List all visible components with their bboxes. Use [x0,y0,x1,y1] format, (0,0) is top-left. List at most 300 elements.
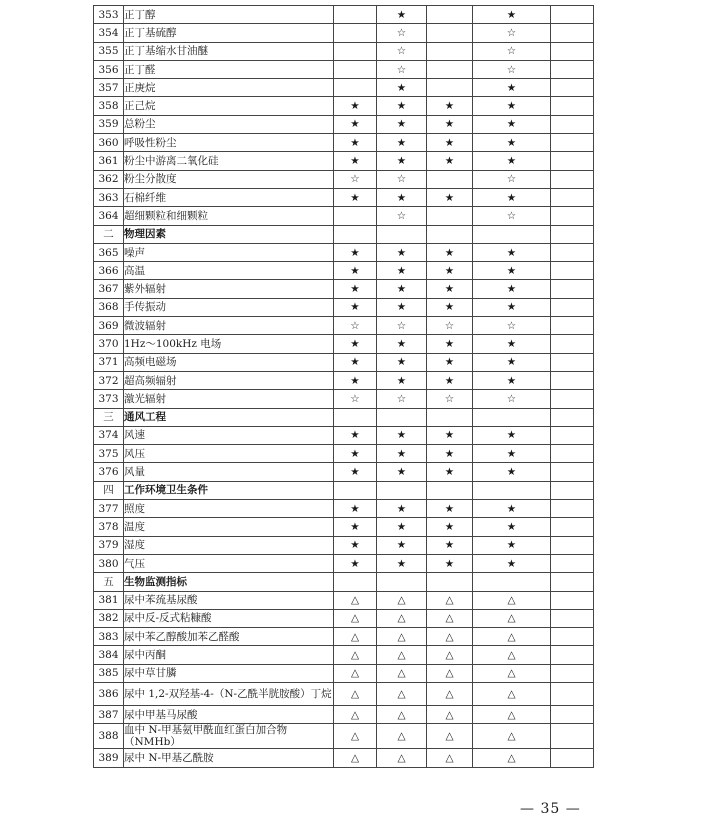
mark-cell: ★ [473,463,551,481]
section-title: 生物监测指标 [124,573,334,591]
item-name: 风速 [124,426,334,444]
mark-cell [551,682,594,705]
item-number: 370 [94,335,124,353]
mark-cell [334,408,377,426]
mark-cell [551,749,594,767]
table-row [94,152,594,170]
mark-cell [473,408,551,426]
mark-cell [377,573,427,591]
item-name: 风压 [124,445,334,463]
mark-cell: △ [473,682,551,705]
item-name: 尿中苯巯基尿酸 [124,591,334,609]
item-number: 367 [94,280,124,298]
item-name: 尿中草甘膦 [124,664,334,682]
item-number: 360 [94,134,124,152]
mark-cell [551,115,594,133]
mark-cell: ☆ [427,317,473,335]
mark-cell: ★ [473,298,551,316]
item-name: 1Hz～100kHz 电场 [124,335,334,353]
mark-cell: △ [377,682,427,705]
item-name: 微波辐射 [124,317,334,335]
table-row [94,24,594,42]
mark-cell: ★ [473,353,551,371]
table-row [94,262,594,280]
table-row [94,536,594,554]
mark-cell: ★ [427,280,473,298]
mark-cell: ★ [427,536,473,554]
item-number: 372 [94,371,124,389]
mark-cell: △ [427,682,473,705]
table-row [94,390,594,408]
mark-cell: ★ [377,463,427,481]
mark-cell: ★ [334,353,377,371]
table-row [94,646,594,664]
mark-cell: △ [334,724,377,749]
mark-cell [427,207,473,225]
mark-cell [334,42,377,60]
item-number: 374 [94,426,124,444]
mark-cell: ★ [334,97,377,115]
mark-cell: ☆ [473,207,551,225]
item-number: 380 [94,554,124,572]
item-name: 手传振动 [124,298,334,316]
item-table [93,5,594,768]
table-row [94,609,594,627]
table-row [94,554,594,572]
mark-cell: ★ [427,426,473,444]
mark-cell [334,225,377,243]
item-name: 呼吸性粉尘 [124,134,334,152]
mark-cell: ★ [473,188,551,206]
mark-cell: ★ [377,79,427,97]
table-row [94,188,594,206]
mark-cell: △ [473,591,551,609]
mark-cell [551,500,594,518]
table-row [94,628,594,646]
mark-cell: ★ [473,371,551,389]
mark-cell: △ [334,664,377,682]
mark-cell: ☆ [377,207,427,225]
item-number: 384 [94,646,124,664]
mark-cell [427,408,473,426]
item-name: 照度 [124,500,334,518]
mark-cell: △ [334,705,377,723]
mark-cell [427,24,473,42]
mark-cell: ★ [473,152,551,170]
mark-cell [427,225,473,243]
mark-cell: ★ [427,115,473,133]
mark-cell: ★ [427,134,473,152]
mark-cell [334,207,377,225]
mark-cell: ★ [427,554,473,572]
table-row [94,445,594,463]
mark-cell: △ [334,591,377,609]
mark-cell [551,554,594,572]
mark-cell: ★ [377,115,427,133]
table-row [94,426,594,444]
table-row [94,749,594,767]
item-number: 354 [94,24,124,42]
mark-cell: ★ [377,518,427,536]
mark-cell: ★ [427,463,473,481]
item-number: 379 [94,536,124,554]
mark-cell: △ [473,664,551,682]
item-number: 373 [94,390,124,408]
mark-cell: ★ [377,554,427,572]
table-row [94,79,594,97]
mark-cell: △ [427,591,473,609]
mark-cell: ★ [427,152,473,170]
mark-cell: △ [377,664,427,682]
item-name: 正丁基硫醇 [124,24,334,42]
mark-cell [473,225,551,243]
mark-cell [377,408,427,426]
mark-cell: △ [334,682,377,705]
item-name: 石棉纤维 [124,188,334,206]
item-name: 温度 [124,518,334,536]
item-name: 激光辐射 [124,390,334,408]
item-name: 正丁醇 [124,6,334,24]
item-number: 二 [94,225,124,243]
mark-cell: ★ [334,115,377,133]
mark-cell: ★ [427,353,473,371]
mark-cell: △ [377,705,427,723]
item-number: 377 [94,500,124,518]
item-name: 正丁基缩水甘油醚 [124,42,334,60]
mark-cell: ★ [377,152,427,170]
item-name: 尿中丙酮 [124,646,334,664]
item-name: 总粉尘 [124,115,334,133]
item-name: 粉尘中游离二氧化硅 [124,152,334,170]
mark-cell: △ [334,646,377,664]
mark-cell [551,24,594,42]
mark-cell: ★ [427,335,473,353]
mark-cell: ☆ [377,170,427,188]
mark-cell: ★ [377,298,427,316]
mark-cell [551,724,594,749]
mark-cell: △ [427,628,473,646]
item-name: 尿中 1,2-双羟基-4-（N-乙酰半胱胺酸）丁烷 [124,682,334,705]
item-name: 粉尘分散度 [124,170,334,188]
table-row [94,591,594,609]
mark-cell [551,42,594,60]
mark-cell: △ [377,591,427,609]
mark-cell: △ [427,724,473,749]
mark-cell: ★ [377,262,427,280]
item-number: 355 [94,42,124,60]
mark-cell: ☆ [473,24,551,42]
table-row [94,207,594,225]
mark-cell: ★ [334,243,377,261]
table-row [94,463,594,481]
item-name: 正庚烷 [124,79,334,97]
mark-cell [551,518,594,536]
mark-cell [551,371,594,389]
item-name: 气压 [124,554,334,572]
mark-cell [551,463,594,481]
mark-cell [427,481,473,499]
mark-cell [551,298,594,316]
item-name: 血中 N-甲基氨甲酰血红蛋白加合物（NMHb） [124,724,334,749]
mark-cell [334,60,377,78]
mark-cell [427,573,473,591]
mark-cell: ★ [377,97,427,115]
item-number: 376 [94,463,124,481]
mark-cell [334,24,377,42]
mark-cell: △ [473,724,551,749]
table-row [94,705,594,723]
mark-cell [551,6,594,24]
mark-cell [551,445,594,463]
mark-cell [551,79,594,97]
mark-cell: ★ [334,335,377,353]
item-name: 尿中 N-甲基乙酰胺 [124,749,334,767]
mark-cell: ☆ [377,390,427,408]
table-row [94,42,594,60]
mark-cell: ★ [334,280,377,298]
section-title: 物理因素 [124,225,334,243]
mark-cell [551,353,594,371]
mark-cell: ☆ [427,390,473,408]
mark-cell: ★ [473,97,551,115]
mark-cell [551,60,594,78]
mark-cell: ★ [473,518,551,536]
mark-cell [427,60,473,78]
mark-cell [551,262,594,280]
mark-cell: ★ [377,6,427,24]
mark-cell: ★ [334,188,377,206]
table-row [94,243,594,261]
mark-cell: ★ [473,6,551,24]
table-row [94,682,594,705]
mark-cell: ☆ [473,42,551,60]
mark-cell [551,628,594,646]
mark-cell: △ [427,664,473,682]
mark-cell: ★ [377,445,427,463]
item-number: 381 [94,591,124,609]
item-number: 四 [94,481,124,499]
mark-cell: △ [377,628,427,646]
table-row [94,6,594,24]
mark-cell: △ [334,628,377,646]
table-row [94,724,594,749]
table-row [94,335,594,353]
mark-cell: ★ [473,115,551,133]
mark-cell: ★ [473,445,551,463]
mark-cell [551,390,594,408]
mark-cell [551,317,594,335]
item-number: 371 [94,353,124,371]
item-name: 超高频辐射 [124,371,334,389]
mark-cell: ★ [473,554,551,572]
item-name: 湿度 [124,536,334,554]
mark-cell [551,573,594,591]
mark-cell: ★ [377,335,427,353]
mark-cell: ★ [377,371,427,389]
mark-cell: ★ [427,500,473,518]
mark-cell: ★ [334,371,377,389]
table-row [94,170,594,188]
table-row [94,371,594,389]
mark-cell: ★ [334,445,377,463]
mark-cell: ★ [473,335,551,353]
mark-cell: △ [334,609,377,627]
item-number: 368 [94,298,124,316]
table-row [94,280,594,298]
table-row [94,60,594,78]
mark-cell [377,225,427,243]
mark-cell: △ [473,609,551,627]
mark-cell: ★ [334,426,377,444]
item-name: 噪声 [124,243,334,261]
item-name: 紫外辐射 [124,280,334,298]
item-name: 尿中苯乙醇酸加苯乙醛酸 [124,628,334,646]
mark-cell: ★ [473,500,551,518]
mark-cell [551,646,594,664]
item-number: 386 [94,682,124,705]
mark-cell: ☆ [377,317,427,335]
mark-cell: △ [334,749,377,767]
item-number: 357 [94,79,124,97]
item-name: 高频电磁场 [124,353,334,371]
mark-cell: ☆ [334,170,377,188]
mark-cell: △ [427,749,473,767]
mark-cell [551,609,594,627]
mark-cell [427,79,473,97]
mark-cell: ★ [427,97,473,115]
mark-cell [427,6,473,24]
item-name: 超细颗粒和细颗粒 [124,207,334,225]
mark-cell [377,481,427,499]
mark-cell: ★ [473,426,551,444]
mark-cell [551,188,594,206]
mark-cell: △ [427,705,473,723]
mark-cell: ☆ [473,60,551,78]
item-number: 353 [94,6,124,24]
section-row [94,481,594,499]
mark-cell [551,243,594,261]
mark-cell [427,170,473,188]
item-number: 363 [94,188,124,206]
page-number: — 35 — [520,801,581,817]
item-number: 389 [94,749,124,767]
mark-cell: ★ [473,243,551,261]
section-title: 通风工程 [124,408,334,426]
item-number: 358 [94,97,124,115]
mark-cell: ★ [377,134,427,152]
mark-cell: △ [427,609,473,627]
mark-cell: ★ [473,262,551,280]
mark-cell: ★ [427,188,473,206]
mark-cell: ★ [377,280,427,298]
mark-cell: ☆ [334,317,377,335]
item-number: 五 [94,573,124,591]
mark-cell: △ [377,749,427,767]
item-number: 361 [94,152,124,170]
mark-cell [551,481,594,499]
item-number: 359 [94,115,124,133]
mark-cell: △ [427,646,473,664]
section-title: 工作环境卫生条件 [124,481,334,499]
item-name: 高温 [124,262,334,280]
mark-cell: ★ [377,500,427,518]
mark-cell [551,664,594,682]
mark-cell [551,705,594,723]
mark-cell: ☆ [377,60,427,78]
item-name: 尿中反-反式粘糠酸 [124,609,334,627]
mark-cell: ★ [334,536,377,554]
item-number: 356 [94,60,124,78]
item-number: 385 [94,664,124,682]
table-row [94,518,594,536]
section-row [94,573,594,591]
item-name: 风量 [124,463,334,481]
mark-cell: △ [473,646,551,664]
mark-cell: △ [473,705,551,723]
mark-cell [551,536,594,554]
mark-cell [334,6,377,24]
mark-cell: ★ [473,134,551,152]
mark-cell: ★ [334,298,377,316]
item-name: 正己烷 [124,97,334,115]
mark-cell [334,79,377,97]
item-number: 387 [94,705,124,723]
mark-cell: ★ [334,262,377,280]
table-row [94,298,594,316]
mark-cell: ☆ [377,24,427,42]
mark-cell: ★ [427,371,473,389]
item-number: 375 [94,445,124,463]
mark-cell [551,207,594,225]
mark-cell: ★ [427,445,473,463]
mark-cell: ★ [473,79,551,97]
item-number: 369 [94,317,124,335]
mark-cell [551,280,594,298]
mark-cell: ★ [473,536,551,554]
mark-cell [473,573,551,591]
item-number: 366 [94,262,124,280]
mark-cell [334,481,377,499]
mark-cell: △ [473,628,551,646]
mark-cell [473,481,551,499]
mark-cell: △ [377,646,427,664]
section-row [94,225,594,243]
table-row [94,115,594,133]
item-number: 383 [94,628,124,646]
mark-cell [551,152,594,170]
mark-cell: ★ [334,554,377,572]
table-row [94,353,594,371]
section-row [94,408,594,426]
mark-cell: △ [377,724,427,749]
item-number: 378 [94,518,124,536]
mark-cell [427,42,473,60]
item-name: 正丁醛 [124,60,334,78]
mark-cell: ★ [377,243,427,261]
mark-cell [551,170,594,188]
mark-cell: ☆ [334,390,377,408]
mark-cell [551,134,594,152]
mark-cell: ★ [334,518,377,536]
mark-cell [551,335,594,353]
mark-cell [551,225,594,243]
table-row [94,97,594,115]
mark-cell: ★ [334,134,377,152]
mark-cell: ★ [334,500,377,518]
item-number: 388 [94,724,124,749]
mark-cell: ★ [427,518,473,536]
mark-cell: ★ [427,298,473,316]
